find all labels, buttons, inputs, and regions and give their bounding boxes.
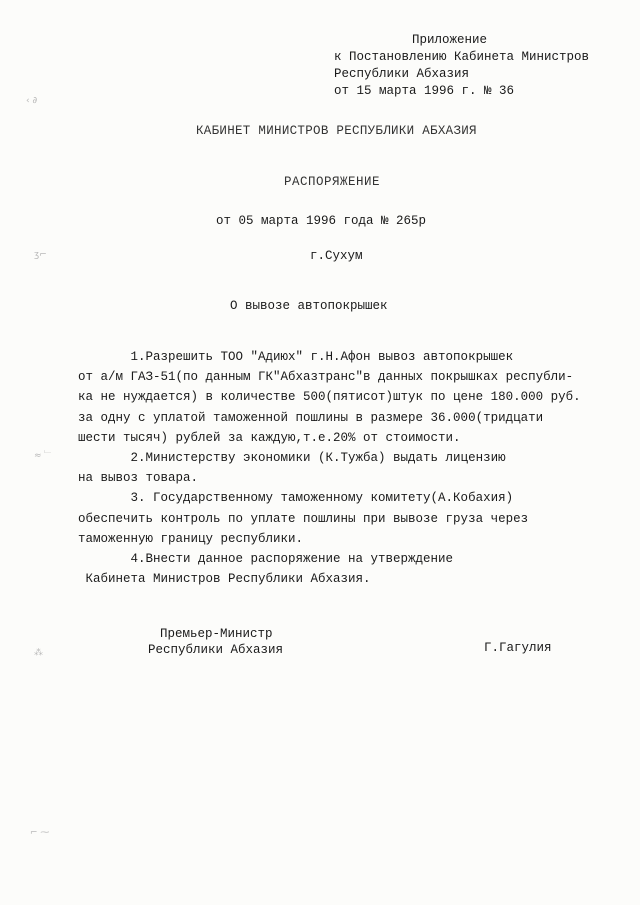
body-line: 4.Внести данное распоряжение на утверждение [78,552,454,567]
body-line: за одну с уплатой таможенной пошлины в размере 36.000(тридцати [78,410,544,425]
attachment-title: Приложение [412,33,488,47]
document-subject: О вывозе автопокрышек [230,299,388,313]
body-line: от а/м ГАЗ-51(по данным ГК"Абхазтранс"в данных покрышках республи- [78,370,574,385]
attachment-date: от 15 марта 1996 г. № 36 [334,84,515,98]
body-line: 3. Государственному таможенному комитету(А.Кобахия) [78,491,514,506]
document-body [78,347,581,589]
body-line: 1.Разрешить ТОО "Адиюх" г.Н.Афон вывоз автопокрышек [78,350,514,364]
scan-artifact-mark: ≈ ﹂ [34,451,54,461]
signatory-name: Г.Гагулия [484,641,552,655]
issuing-organization: КАБИНЕТ МИНИСТРОВ РЕСПУБЛИКИ АБХАЗИЯ [196,124,477,138]
body-line: обеспечить контроль по уплате пошлины при вывозе груза через [78,511,529,526]
attachment-reference: к Постановлению Кабинета Министров [334,50,590,64]
document-city: г.Сухум [310,249,363,263]
body-line: ка не нуждается) в количестве 500(пятисот)штук по цене 180.000 руб. [78,390,581,405]
body-line: на вывоз товара. [78,471,199,486]
attachment-republic: Республики Абхазия [334,67,470,81]
scan-artifact-mark: ʒ⌐ [34,250,47,260]
body-line: шести тысяч) рублей за каждую,т.е.20% от стоимости. [78,430,461,445]
scan-artifact-mark: ⁂ [34,648,43,658]
attachment-note [334,32,589,100]
signatory-title [148,626,283,658]
document-type: РАСПОРЯЖЕНИЕ [284,175,381,189]
signatory-position: Премьер-Министр [160,627,273,641]
signatory-republic: Республики Абхазия [148,643,284,657]
scan-artifact-mark: ‹ ∂ [26,96,38,106]
body-line: 2.Министерству экономики (К.Тужба) выдать лицензию [78,451,506,466]
body-line: Кабинета Министров Республики Абхазия. [78,572,371,587]
scan-artifact-mark: ⌐ ⁓ [30,828,50,838]
body-line: таможенную границу республики. [78,531,304,546]
document-date: от 05 марта 1996 года № 265р [216,214,427,228]
